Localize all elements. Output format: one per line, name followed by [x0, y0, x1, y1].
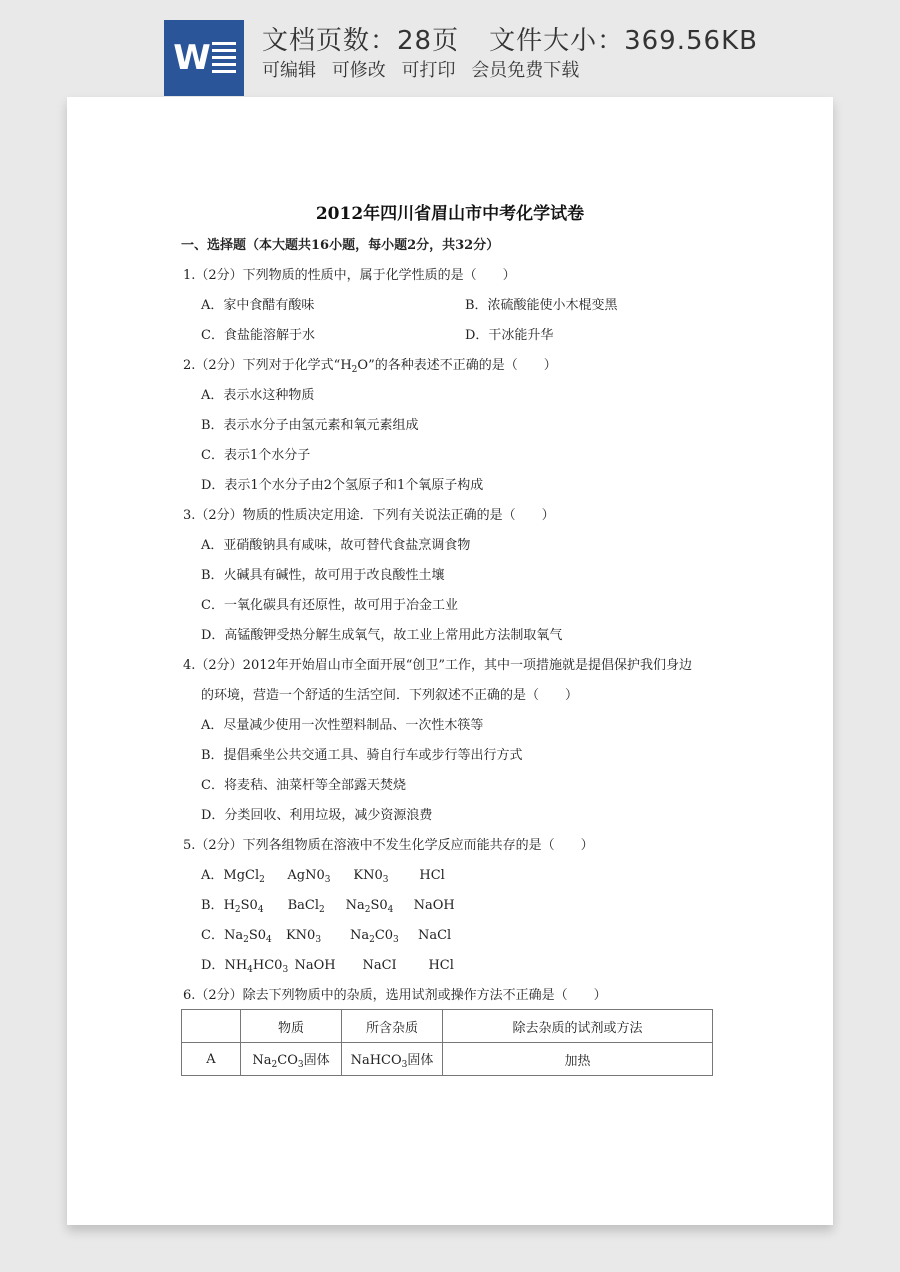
table-cell: A [182, 1043, 241, 1076]
feature-modifiable: 可修改 [331, 60, 386, 81]
section-heading: 一、选择题（本大题共16小题，每小题2分，共32分） [181, 238, 500, 253]
table-row [182, 1043, 713, 1076]
q1-option-a: A．家中食醋有酸味 [201, 298, 315, 313]
q3-option-d: D．高锰酸钾受热分解生成氧气，故工业上常用此方法制取氧气 [201, 628, 563, 643]
question-5: 5.（2分）下列各组物质在溶液中不发生化学反应而能共存的是（ ） [183, 838, 594, 853]
q5-option-b: B．$H_2S0_4$ BaCl$_2$ $Na_2S0_4$ NaOH [201, 898, 455, 915]
q1-option-d: D．干冰能升华 [465, 328, 554, 343]
document-page [67, 97, 833, 1225]
table-header-cell: 除去杂质的试剂或方法 [443, 1010, 713, 1043]
feature-editable: 可编辑 [262, 60, 316, 81]
table-header-cell: 所含杂质 [342, 1010, 443, 1043]
q1-option-b: B．浓硫酸能使小木棍变黑 [465, 298, 618, 313]
table-header-cell [182, 1010, 241, 1043]
table-header-cell: 物质 [241, 1010, 342, 1043]
q3-option-c: C．一氧化碳具有还原性，故可用于冶金工业 [201, 598, 458, 613]
question-3: 3.（2分）物质的性质决定用途．下列有关说法正确的是（ ） [183, 508, 555, 523]
q5-option-c: C．$Na_2S0_4$ $KN0_3$ $Na_2C0_3$ NaCl [201, 928, 452, 945]
q2-option-b: B．表示水分子由氢元素和氧元素组成 [201, 418, 419, 433]
table-cell: 加热 [443, 1043, 713, 1076]
table-cell: $Na_2CO_3$固体 [241, 1043, 342, 1076]
table-header-row [182, 1010, 713, 1043]
q4-option-a: A．尽量减少使用一次性塑料制品、一次性木筷等 [201, 718, 484, 733]
impurity-table [181, 1009, 713, 1076]
exam-title: 2012年四川省眉山市中考化学试卷 [315, 204, 585, 224]
file-info [262, 20, 758, 57]
q5-option-d: D．$NH_4HC0_3$ NaOH NaCI HCl [201, 958, 454, 975]
question-4-line-2: 的环境，营造一个舒适的生活空间．下列叙述不正确的是（ ） [201, 688, 579, 703]
q4-option-c: C．将麦秸、油菜杆等全部露天焚烧 [201, 778, 406, 793]
question-6: 6.（2分）除去下列物质中的杂质，选用试剂或操作方法不正确是（ ） [183, 988, 607, 1003]
q1-option-c: C．食盐能溶解于水 [201, 328, 315, 343]
question-4-line-1: 4.（2分）2012年开始眉山市全面开展“创卫”工作，其中一项措施就是提倡保护我们身边 [183, 658, 693, 673]
q2-option-a: A．表示水这种物质 [201, 388, 315, 403]
q4-option-b: B．提倡乘坐公共交通工具、骑自行车或步行等出行方式 [201, 748, 523, 763]
word-letter: W [173, 38, 211, 78]
q3-option-b: B．火碱具有碱性，故可用于改良酸性土壤 [201, 568, 445, 583]
table-cell: NaHCO$_3$固体 [342, 1043, 443, 1076]
q2-option-d: D．表示1个水分子由2个氢原子和1个氧原子构成 [201, 478, 484, 493]
q4-option-d: D．分类回收、利用垃圾，减少资源浪费 [201, 808, 433, 823]
page-count: 文档页数：28页 [262, 26, 460, 56]
q3-option-a: A．亚硝酸钠具有咸味，故可替代食盐烹调食物 [201, 538, 471, 553]
feature-list [262, 56, 589, 82]
feature-member-download: 会员免费下载 [471, 60, 580, 81]
q5-option-a: A．MgCl$_2$ $AgN0_3$ $KN0_3$ HCl [201, 868, 445, 885]
q2-option-c: C．表示1个水分子 [201, 448, 311, 463]
word-document-icon [164, 20, 244, 96]
word-icon-lines [212, 38, 236, 78]
file-size: 文件大小：369.56KB [489, 26, 758, 56]
question-1: 1.（2分）下列物质的性质中，属于化学性质的是（ ） [183, 268, 516, 283]
question-2: 2.（2分）下列对于化学式“$H_2O$”的各种表述不正确的是（ ） [183, 358, 557, 375]
feature-printable: 可打印 [401, 60, 456, 81]
download-banner [0, 0, 900, 100]
